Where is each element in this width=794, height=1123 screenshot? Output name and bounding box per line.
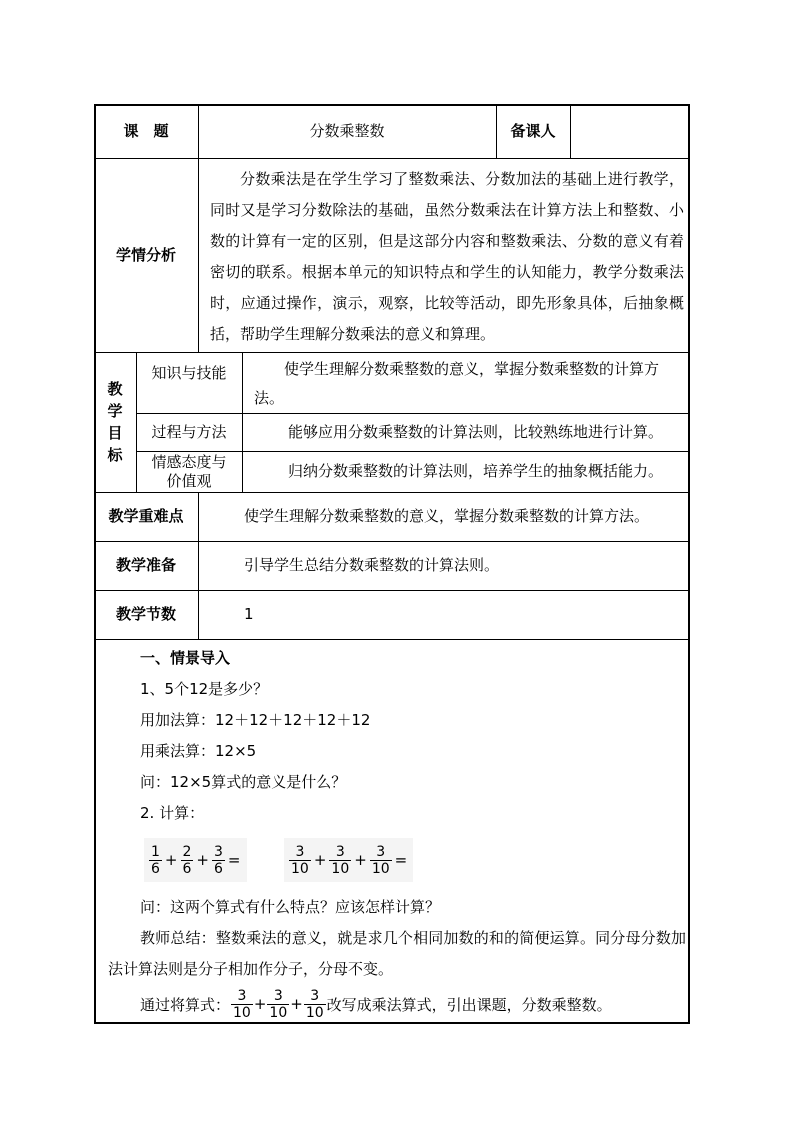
plus-sign: + [253,995,267,1013]
periods-value: 1 [244,605,254,624]
fraction [289,844,311,877]
objectives-label [94,352,136,492]
analysis-text: 分数乘法是在学生学习了整数乘法、分数加法的基础上进行教学，同时又是学习分数除法的基础，虽然分数乘法在计算方法上和整数、小数的计算有一定的区别，但是这部分内容和整数乘法、分数的意义有着密切的联系。根据本单元的知识特点和学生的认知能力，教学分数乘法时，应通过操作，演示，观察，比较等活动，即先形象具体，后抽象概括，帮助学生理解分数乘法的意义和算理。 [210,170,684,343]
key-points-text: 使学生理解分数乘整数的意义，掌握分数乘整数的计算方法。 [244,507,650,526]
plus-sign: + [290,995,303,1013]
denominator: 10 [233,1004,251,1021]
denominator: 10 [371,860,390,877]
preparation-label: 教学准备 [115,556,176,575]
numerator: 3 [273,987,283,1004]
objectives-label-char: 学 [107,402,123,420]
objectives-label-char: 教 [107,380,123,398]
fraction [149,844,162,877]
numerator: 3 [214,843,223,860]
topic-value: 分数乘整数 [309,121,385,140]
section-title: 一、情景导入 [140,649,231,667]
table-border-right [688,104,690,1024]
numerator: 3 [310,987,320,1004]
row-divider [94,639,690,640]
equals-sign: = [394,851,408,869]
numerator: 1 [151,843,160,860]
preparer-value[interactable] [570,104,688,158]
preparer-label: 备课人 [510,121,556,140]
plus-sign: + [196,851,209,869]
fraction [212,844,225,877]
objective-text-knowledge: 使学生理解分数乘整数的意义，掌握分数乘整数的计算方法。 [254,360,660,407]
teacher-summary: 教师总结：整数乘法的意义，就是求几个相同加数的和的简便运算。同分母分数加法计算法则是分子相加作分子，分母不变。 [108,929,686,978]
numerator: 2 [182,843,192,860]
denominator: 10 [291,860,309,877]
denominator: 6 [214,860,223,877]
expression-sixths [144,838,247,882]
question-1: 1、5个12是多少？ [140,680,269,698]
col-divider [242,352,243,492]
numerator: 3 [335,843,345,860]
denominator: 10 [331,860,350,877]
topic-label: 课 题 [123,121,169,140]
plus-sign: + [164,851,178,869]
fraction [304,988,326,1021]
key-points-label: 教学重难点 [108,507,184,526]
intro-suffix: 改写成乘法算式，引出课题，分数乘整数。 [326,995,612,1014]
objective-name-attitude-line2: 价值观 [166,471,212,490]
fraction [231,988,253,1021]
analysis-label: 学情分析 [115,245,176,264]
plus-sign: + [313,851,327,869]
calc-title: 2. 计算： [140,804,205,822]
addition-line: 用加法算：12＋12＋12＋12＋12 [140,711,371,729]
multiplication-line: 用乘法算：12×5 [140,742,257,760]
denominator: 10 [305,1004,324,1021]
objective-name-process: 过程与方法 [151,422,227,441]
numerator: 3 [376,843,386,860]
objectives-label-char: 目 [107,424,123,442]
ask-features: 问：这两个算式有什么特点？应该怎样计算？ [140,898,441,916]
fraction [267,988,289,1021]
numerator: 3 [295,843,305,860]
denominator: 10 [269,1004,288,1021]
intro-prefix: 通过将算式： [140,995,231,1014]
plus-sign: + [354,851,367,869]
fraction [181,844,194,877]
intro-line [140,982,612,1026]
expression-tenths [284,838,413,882]
fraction [329,844,351,877]
objective-text-process: 能够应用分数乘整数的计算法则，比较熟练地进行计算。 [288,422,664,441]
objective-text-attitude: 归纳分数乘整数的计算法则，培养学生的抽象概括能力。 [288,462,664,481]
objective-name-attitude [136,451,242,492]
objectives-label-char: 标 [107,446,123,464]
equals-sign: = [227,851,241,869]
lesson-plan-table [94,104,690,1024]
ask-meaning: 问：12×5算式的意义是什么？ [140,773,347,791]
fraction [370,844,392,877]
periods-label: 教学节数 [115,605,176,624]
objective-name-attitude-line1: 情感态度与 [151,452,227,471]
objective-name-knowledge: 知识与技能 [151,364,227,382]
numerator: 3 [237,987,247,1004]
preparation-text: 引导学生总结分数乘整数的计算法则。 [244,556,500,575]
denominator: 6 [151,860,160,877]
denominator: 6 [182,860,192,877]
